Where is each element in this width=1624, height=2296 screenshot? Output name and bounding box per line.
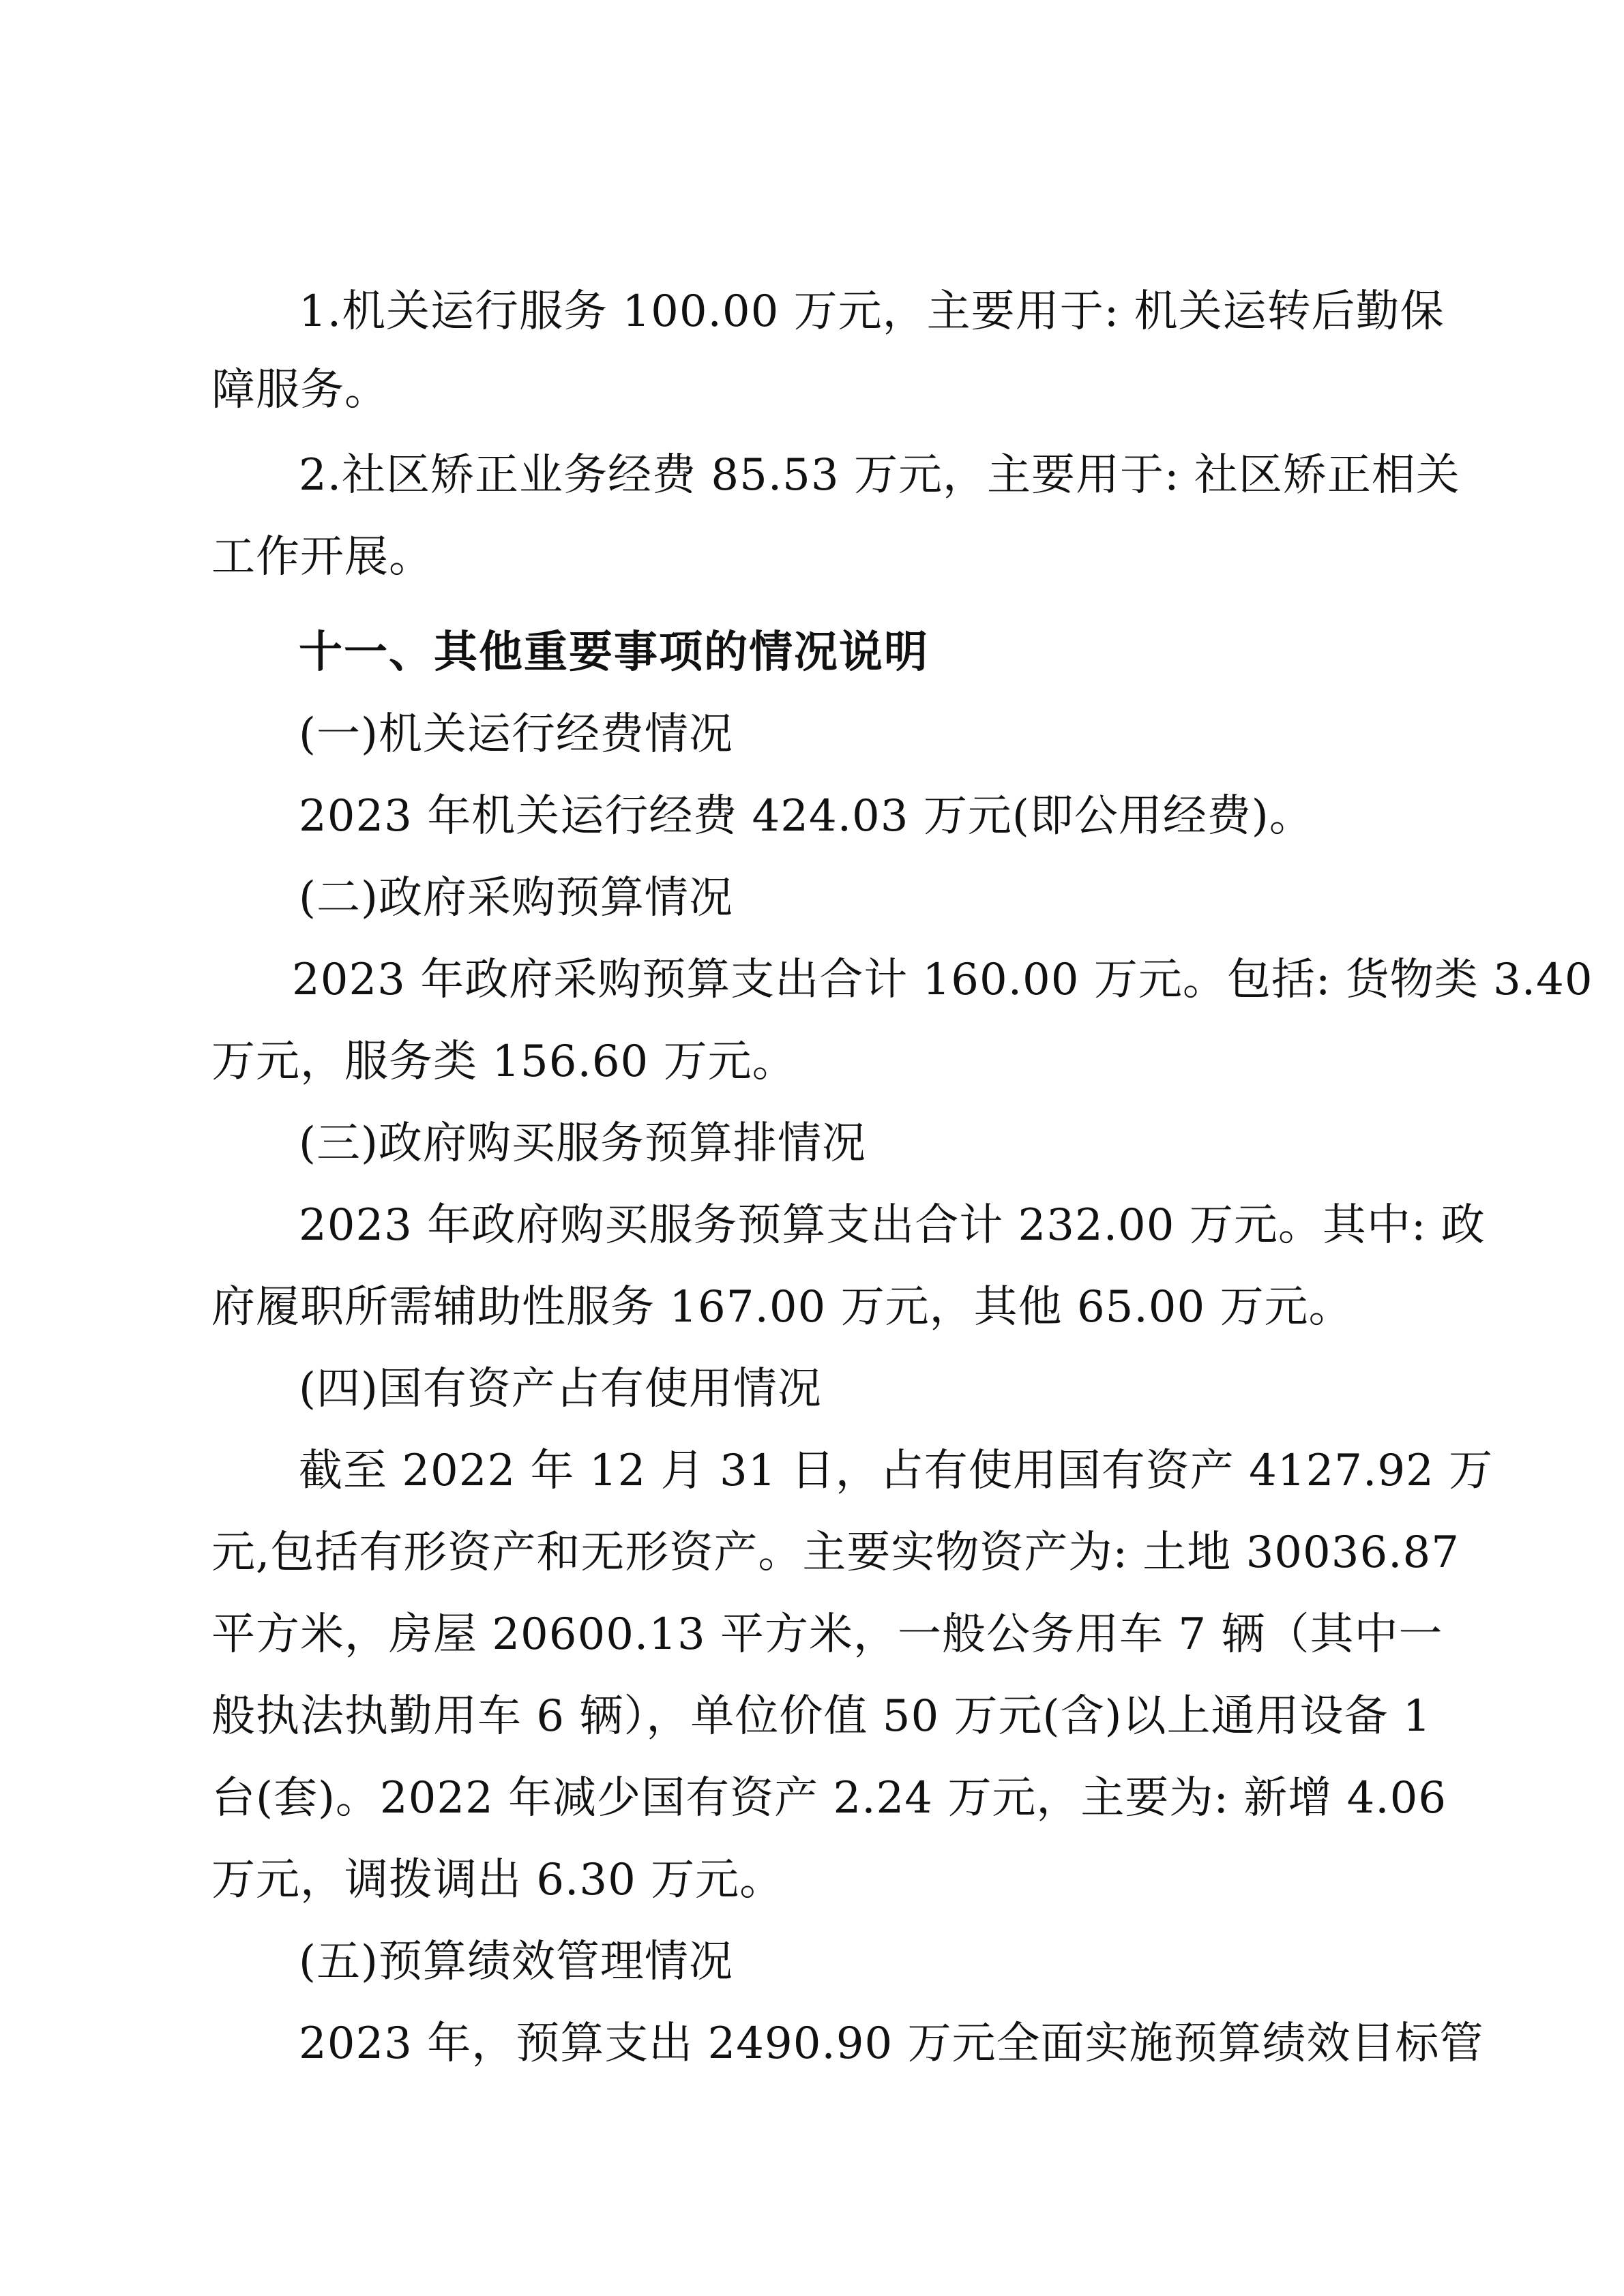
paragraph-services-line-1: 2023 年政府购买服务预算支出合计 232.00 万元。其中: 政 [299, 1200, 1486, 1251]
paragraph-assets-line-3: 平方米，房屋 20600.13 平方米，一般公务用车 7 辆（其中一 [211, 1609, 1443, 1660]
section-heading: 十一、其他重要事项的情况说明 [299, 627, 929, 678]
subheading-4: (四)国有资产占有使用情况 [299, 1364, 822, 1414]
paragraph-item-1-line-2: 障服务。 [211, 365, 389, 415]
paragraph-procurement-line-1: 2023 年政府采购预算支出合计 160.00 万元。包括: 货物类 3.40 [292, 955, 1593, 1005]
subheading-2: (二)政府采购预算情况 [299, 873, 733, 923]
paragraph-item-1-line-1: 1.机关运行服务 100.00 万元，主要用于: 机关运转后勤保 [299, 286, 1445, 337]
paragraph-assets-line-6: 万元，调拨调出 6.30 万元。 [211, 1855, 784, 1905]
paragraph-item-2-line-1: 2.社区矫正业务经费 85.53 万元，主要用于: 社区矫正相关 [299, 450, 1460, 501]
paragraph-assets-line-2: 元,包括有形资产和无形资产。主要实物资产为: 土地 30036.87 [211, 1527, 1460, 1578]
paragraph-item-2-line-2: 工作开展。 [211, 532, 433, 582]
paragraph-procurement-line-2: 万元，服务类 156.60 万元。 [211, 1037, 797, 1087]
subheading-5: (五)预算绩效管理情况 [299, 1937, 733, 1987]
subheading-1: (一)机关运行经费情况 [299, 709, 733, 760]
paragraph-assets-line-5: 台(套)。2022 年减少国有资产 2.24 万元，主要为: 新增 4.06 [211, 1773, 1447, 1823]
paragraph-assets-line-4: 般执法执勤用车 6 辆），单位价值 50 万元(含)以上通用设备 1 [211, 1691, 1432, 1742]
paragraph-operating-costs: 2023 年机关运行经费 424.03 万元(即公用经费)。 [299, 791, 1314, 841]
paragraph-assets-line-1: 截至 2022 年 12 月 31 日，占有使用国有资产 4127.92 万 [299, 1446, 1494, 1496]
paragraph-services-line-2: 府履职所需辅助性服务 167.00 万元，其他 65.00 万元。 [211, 1282, 1353, 1332]
paragraph-performance-line-1: 2023 年，预算支出 2490.90 万元全面实施预算绩效目标管 [299, 2018, 1484, 2069]
subheading-3: (三)政府购买服务预算排情况 [299, 1118, 866, 1169]
